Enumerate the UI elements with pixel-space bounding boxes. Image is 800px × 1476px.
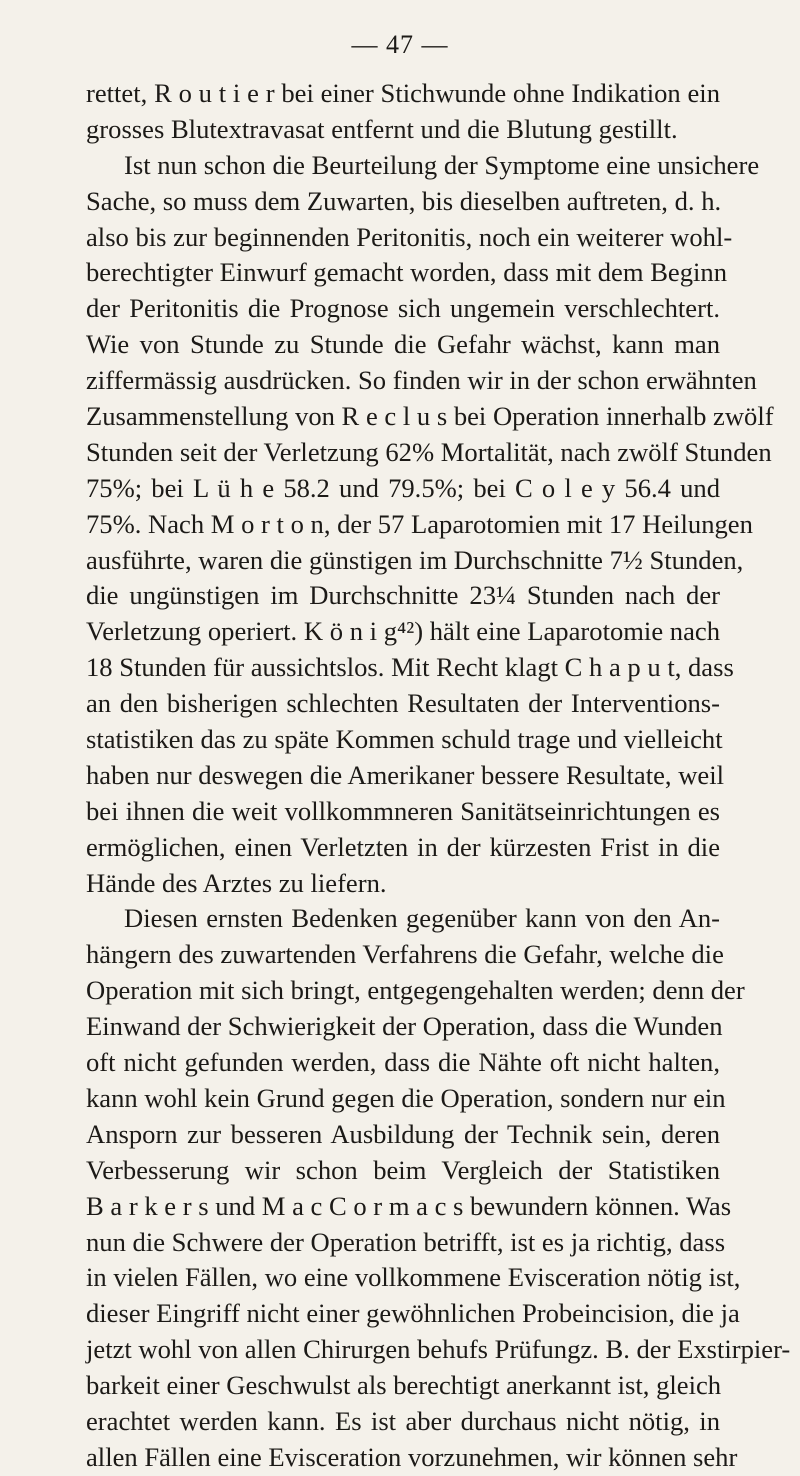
text-line: hängern des zuwartenden Verfahrens die Gefahr, welche die <box>86 939 724 970</box>
text-line: kann wohl kein Grund gegen die Operation, sondern nur ein <box>86 1082 726 1113</box>
text-line: Diesen ernsten Bedenken gegenüber kann von den An- <box>124 903 720 934</box>
text-line: Verletzung operiert. K ö n i g⁴²) hält eine Laparotomie nach <box>86 616 720 647</box>
text-line: Operation mit sich bringt, entgegengehalten werden; denn der <box>86 975 745 1006</box>
text-line: rettet, R o u t i e r bei einer Stichwunde ohne Indikation ein <box>86 78 720 108</box>
text-line: barkeit einer Geschwulst als berechtigt anerkannt ist, gleich <box>86 1370 722 1401</box>
text-line: Sache, so muss dem Zuwarten, bis dieselben auftreten, d. h. <box>86 185 722 216</box>
text-line: die ungünstigen im Durchschnitte 23¼ Stunden nach der <box>86 580 720 611</box>
text-line: Einwand der Schwierigkeit der Operation, dass die Wunden <box>86 1011 723 1042</box>
text-line: Wie von Stunde zu Stunde die Gefahr wächst, kann man <box>86 329 720 360</box>
text-line: an den bisherigen schlechten Resultaten der Interventions- <box>86 688 720 719</box>
text-line: ausführte, waren die günstigen im Durchschnitte 7½ Stunden, <box>86 544 744 575</box>
body-text <box>86 76 791 1476</box>
text-line: jetzt wohl von allen Chirurgen behufs Prüfungz. B. der Exstirpier- <box>86 1334 791 1365</box>
text-line: ziffermässig ausdrücken. So finden wir in der schon erwähnten <box>86 365 757 396</box>
text-line: grosses Blutextravasat entfernt und die Blutung gestillt. <box>86 113 678 144</box>
text-line: 18 Stunden für aussichtslos. Mit Recht klagt C h a p u t, dass <box>86 652 734 683</box>
text-line: bei ihnen die weit vollkommneren Sanitätseinrichtungen es <box>86 795 720 826</box>
text-line: Stunden seit der Verletzung 62% Mortalität, nach zwölf Stunden <box>86 436 772 467</box>
text-line: allen Fällen eine Evisceration vorzunehmen, wir können sehr <box>86 1441 738 1472</box>
text-line: der Peritonitis die Prognose sich ungemein verschlechtert. <box>86 293 720 324</box>
page-number: — 47 — <box>351 30 449 59</box>
text-line: Zusammenstellung von R e c l u s bei Operation innerhalb zwölf <box>86 401 774 432</box>
text-line: ermöglichen, einen Verletzten in der kürzesten Frist in die <box>86 831 720 862</box>
text-line: dieser Eingriff nicht einer gewöhnlichen Probeincision, die ja <box>86 1298 740 1329</box>
text-line: oft nicht gefunden werden, dass die Nähte oft nicht halten, <box>86 1047 720 1078</box>
text-line: in vielen Fällen, wo eine vollkommene Evisceration nötig ist, <box>86 1262 741 1293</box>
text-line: 75%; bei L ü h e 58.2 und 79.5%; bei C o l e y 56.4 und <box>86 472 720 503</box>
text-line: Ist nun schon die Beurteilung der Symptome eine unsichere <box>124 149 760 180</box>
text-line: B a r k e r s und M a c C o r m a c s bewundern können. Was <box>86 1190 732 1221</box>
text-line: nun die Schwere der Operation betrifft, ist es ja richtig, dass <box>86 1226 726 1257</box>
text-line: also bis zur beginnenden Peritonitis, noch ein weiterer wohl- <box>86 221 733 252</box>
text-line: statistiken das zu späte Kommen schuld trage und vielleicht <box>86 724 723 755</box>
text-line: Hände des Arztes zu liefern. <box>86 867 387 898</box>
text-line: erachtet werden kann. Es ist aber durchaus nicht nötig, in <box>86 1405 720 1436</box>
text-line: Ansporn zur besseren Ausbildung der Technik sein, deren <box>86 1118 720 1149</box>
text-line: haben nur deswegen die Amerikaner bessere Resultate, weil <box>86 759 725 790</box>
text-line: Verbesserung wir schon beim Vergleich der Statistiken <box>86 1154 720 1185</box>
text-line: berechtigter Einwurf gemacht worden, dass mit dem Beginn <box>86 257 728 288</box>
text-line: 75%. Nach M o r t o n, der 57 Laparotomien mit 17 Heilungen <box>86 508 753 539</box>
